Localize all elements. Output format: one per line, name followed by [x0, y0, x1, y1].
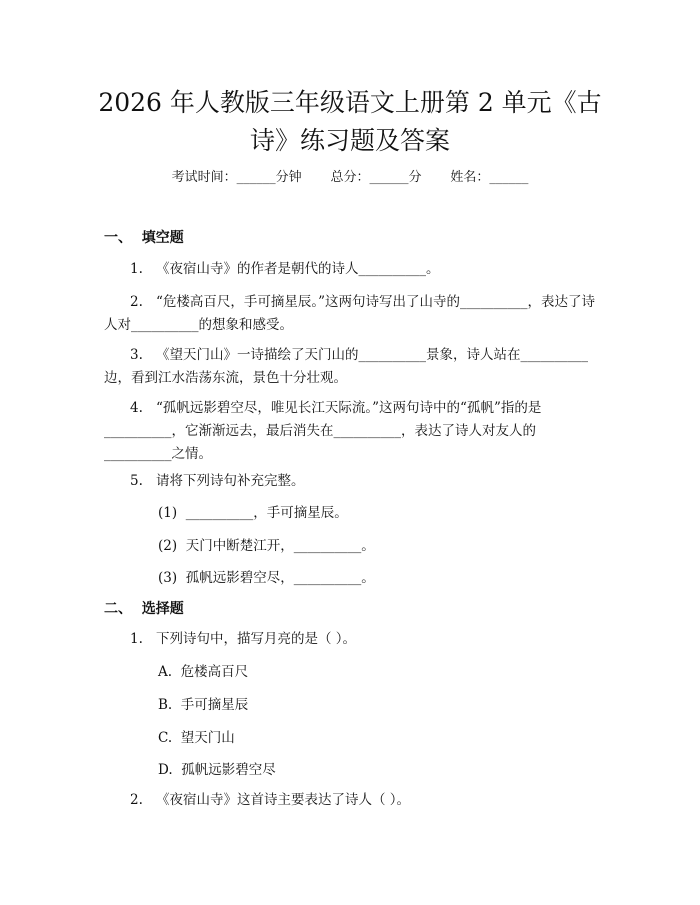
document-title	[60, 84, 640, 160]
exam-meta-line: 考试时间：______分钟 总分：______分 姓名：______	[171, 170, 529, 185]
answer-option-b: B. 手可摘星辰	[158, 697, 249, 713]
question-item	[104, 470, 598, 493]
question-item	[104, 291, 598, 337]
question-number: 1.	[130, 631, 143, 647]
question-item	[104, 789, 598, 812]
question-item	[104, 628, 598, 651]
sub-question: (2) 天门中断楚江开，__________。	[158, 538, 375, 554]
question-text: “危楼高百尺，手可摘星辰。”这两句诗写出了山寺的__________，表达了诗人对__________的想象和感受。	[104, 294, 596, 333]
question-text: 下列诗句中，描写月亮的是（ ）。	[156, 631, 357, 647]
question-item	[104, 258, 598, 281]
document-title-line-2: 诗》练习题及答案	[249, 126, 450, 155]
question-item	[104, 397, 598, 466]
answer-option-c: C. 望天门山	[158, 730, 235, 746]
question-text: 请将下列诗句补充完整。	[156, 473, 305, 489]
question-item	[104, 344, 598, 390]
question-text: 《夜宿山寺》的作者是朝代的诗人__________。	[156, 261, 440, 277]
question-text: 《望天门山》一诗描绘了天门山的__________景象，诗人站在__________边，看到江水浩荡东流，景色十分壮观。	[104, 347, 588, 386]
document-title-line-1: 2026 年人教版三年级语文上册第 2 单元《古	[98, 88, 602, 117]
question-number: 5.	[130, 473, 143, 489]
question-number: 2.	[130, 294, 143, 310]
question-number: 1.	[130, 261, 143, 277]
question-text: “孤帆远影碧空尽，唯见长江天际流。”这两句诗中的“孤帆”指的是__________，它渐渐远去，最后消失在__________，表达了诗人对友人的__________之情。	[104, 400, 542, 462]
answer-option-d: D. 孤帆远影碧空尽	[158, 762, 276, 778]
answer-option-a: A. 危楼高百尺	[158, 664, 249, 680]
question-number: 4.	[130, 400, 143, 416]
question-text: 《夜宿山寺》这首诗主要表达了诗人（ ）。	[156, 792, 411, 808]
section-heading-multiple-choice: 二、 选择题	[104, 601, 184, 617]
sub-question: (1) __________，手可摘星辰。	[158, 505, 348, 521]
question-number: 2.	[130, 792, 143, 808]
question-number: 3.	[130, 347, 143, 363]
sub-question: (3) 孤帆远影碧空尽，__________。	[158, 570, 375, 586]
section-heading-fill-blank: 一、 填空题	[104, 230, 184, 246]
